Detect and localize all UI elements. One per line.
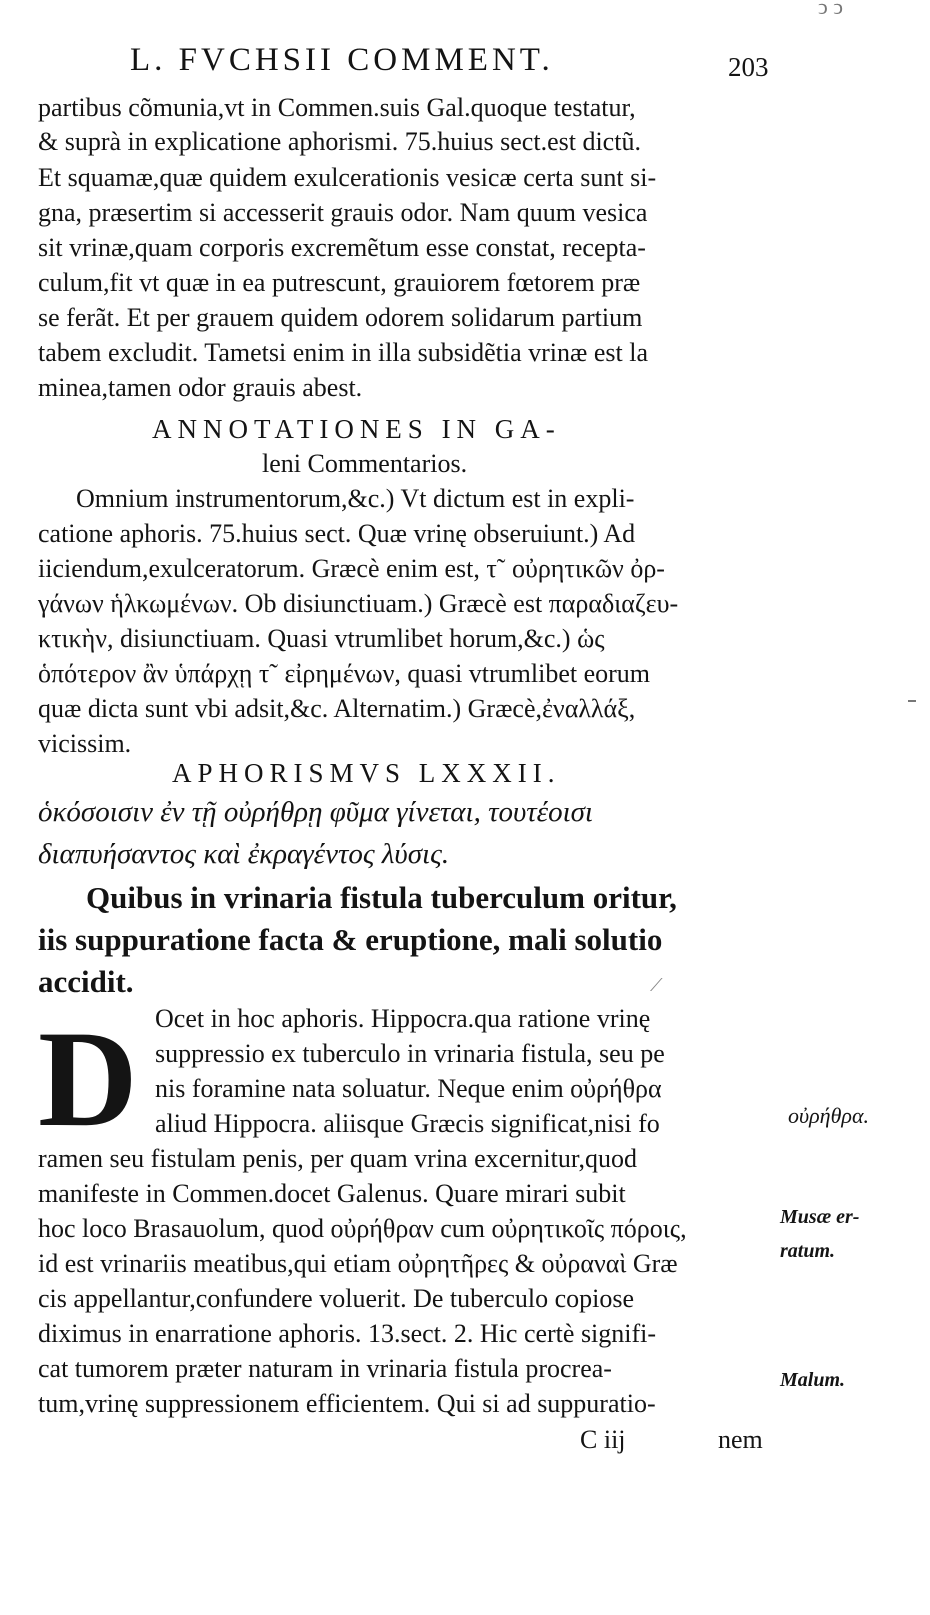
text-line: diximus in enarratione aphoris. 13.sect. 2. Hic certè signifi-	[38, 1319, 657, 1348]
text-line: tum,vrinę suppressionem efficientem. Qui si ad suppuratio-	[38, 1389, 656, 1418]
text-line: nis foramine nata soluatur. Neque enim οὐρήθρα	[155, 1074, 662, 1103]
text-line: manifeste in Commen.docet Galenus. Quare mirari subit	[38, 1179, 626, 1208]
annotations-subheading: leni Commentarios.	[262, 449, 468, 478]
text-line: vicissim.	[38, 729, 132, 758]
stray-mark: ⟋	[650, 975, 663, 995]
catchword: nem	[718, 1425, 763, 1454]
text-line: Ocet in hoc aphoris. Hippocra.qua ratione vrinę	[155, 1004, 651, 1033]
page-number: 203	[728, 52, 769, 82]
text-line: minea,tamen odor grauis abest.	[38, 373, 363, 402]
text-line: cis appellantur,confundere voluerit. De tuberculo copiose	[38, 1284, 635, 1313]
text-line: γάνων ἡλκωμένων. Ob disiunctiuam.) Græcè est παραδιαζευ-	[38, 589, 679, 618]
greek-aphorism-line: διαπυήσαντος καὶ ἐκραγέντος λύσις.	[38, 838, 450, 870]
text-line: aliud Hippocra. aliisque Græcis significat,nisi fo	[155, 1109, 660, 1138]
greek-aphorism-line: ὁκόσοισιν ἐν τῇ οὐρήθρῃ φῦμα γίνεται, τουτέοισι	[38, 796, 593, 828]
margin-note: Musæ er-	[780, 1206, 860, 1228]
text-line: cat tumorem præter naturam in vrinaria fistula procrea-	[38, 1354, 612, 1383]
latin-aphorism-line: iis suppuratione facta & eruptione, mali solutio	[38, 922, 663, 957]
text-line: Omnium instrumentorum,&c.) Vt dictum est in expli-	[76, 484, 635, 513]
text-line: culum,fit vt quæ in ea putrescunt, grauiorem fœtorem præ	[38, 268, 641, 297]
corner-mark: ↄ ↄ	[818, 0, 844, 19]
text-line: tabem excludit. Tametsi enim in illa subsidẽtia vrinæ est la	[38, 338, 649, 367]
running-head: L. FVCHSII COMMENT.	[130, 42, 554, 78]
signature-mark: C iij	[580, 1425, 626, 1454]
text-line: catione aphoris. 75.huius sect. Quæ vrinę obseruiunt.) Ad	[38, 519, 636, 548]
aphorism-title: APHORISMVS LXXXII.	[172, 758, 561, 788]
text-line: partibus cõmunia,vt in Commen.suis Gal.quoque testatur,	[38, 93, 636, 122]
margin-note: ratum.	[780, 1240, 836, 1262]
text-line: quæ dicta sunt vbi adsit,&c. Alternatim.) Græcè,ἐναλλάξ,	[38, 694, 636, 723]
text-line: se ferãt. Et per grauem quidem odorem solidarum partium	[38, 303, 643, 332]
text-line: Et squamæ,quæ quidem exulcerationis vesicæ certa sunt si-	[38, 163, 657, 192]
latin-aphorism-line: Quibus in vrinaria fistula tuberculum oritur,	[86, 880, 677, 915]
text-line: & suprà in explicatione aphorismi. 75.huius sect.est dictũ.	[38, 127, 641, 156]
text-line: κτικὴν, disiunctiuam. Quasi vtrumlibet horum,&c.) ὡς	[38, 624, 605, 653]
text-line: gna, præsertim si accesserit grauis odor. Nam quum vesica	[38, 198, 648, 227]
text-line: suppressio ex tuberculo in vrinaria fistula, seu pe	[155, 1039, 665, 1068]
text-line: iiciendum,exulceratorum. Græcè enim est, τ῀ οὐρητικῶν ὀρ-	[38, 554, 665, 583]
margin-note: οὐρήθρα.	[788, 1103, 869, 1128]
latin-aphorism-line: accidit.	[38, 964, 134, 999]
text-line: ὁπότερον ἂν ὑπάρχῃ τ῀ εἰρημένων, quasi vtrumlibet eorum	[38, 659, 651, 688]
annotations-heading: ANNOTATIONES IN GA-	[152, 414, 561, 444]
margin-note: Malum.	[780, 1369, 846, 1391]
stray-dash	[908, 700, 916, 702]
text-line: sit vrinæ,quam corporis excremẽtum esse constat, recepta-	[38, 233, 646, 262]
text-line: ramen seu fistulam penis, per quam vrina excernitur,quod	[38, 1144, 637, 1173]
text-line: id est vrinariis meatibus,qui etiam οὐρητῆρες & οὐραναὶ Græ	[38, 1249, 678, 1278]
drop-cap-initial: D	[38, 1002, 138, 1155]
text-line: hoc loco Brasauolum, quod οὐρήθραν cum οὐρητικοῖς πόροις,	[38, 1214, 687, 1243]
